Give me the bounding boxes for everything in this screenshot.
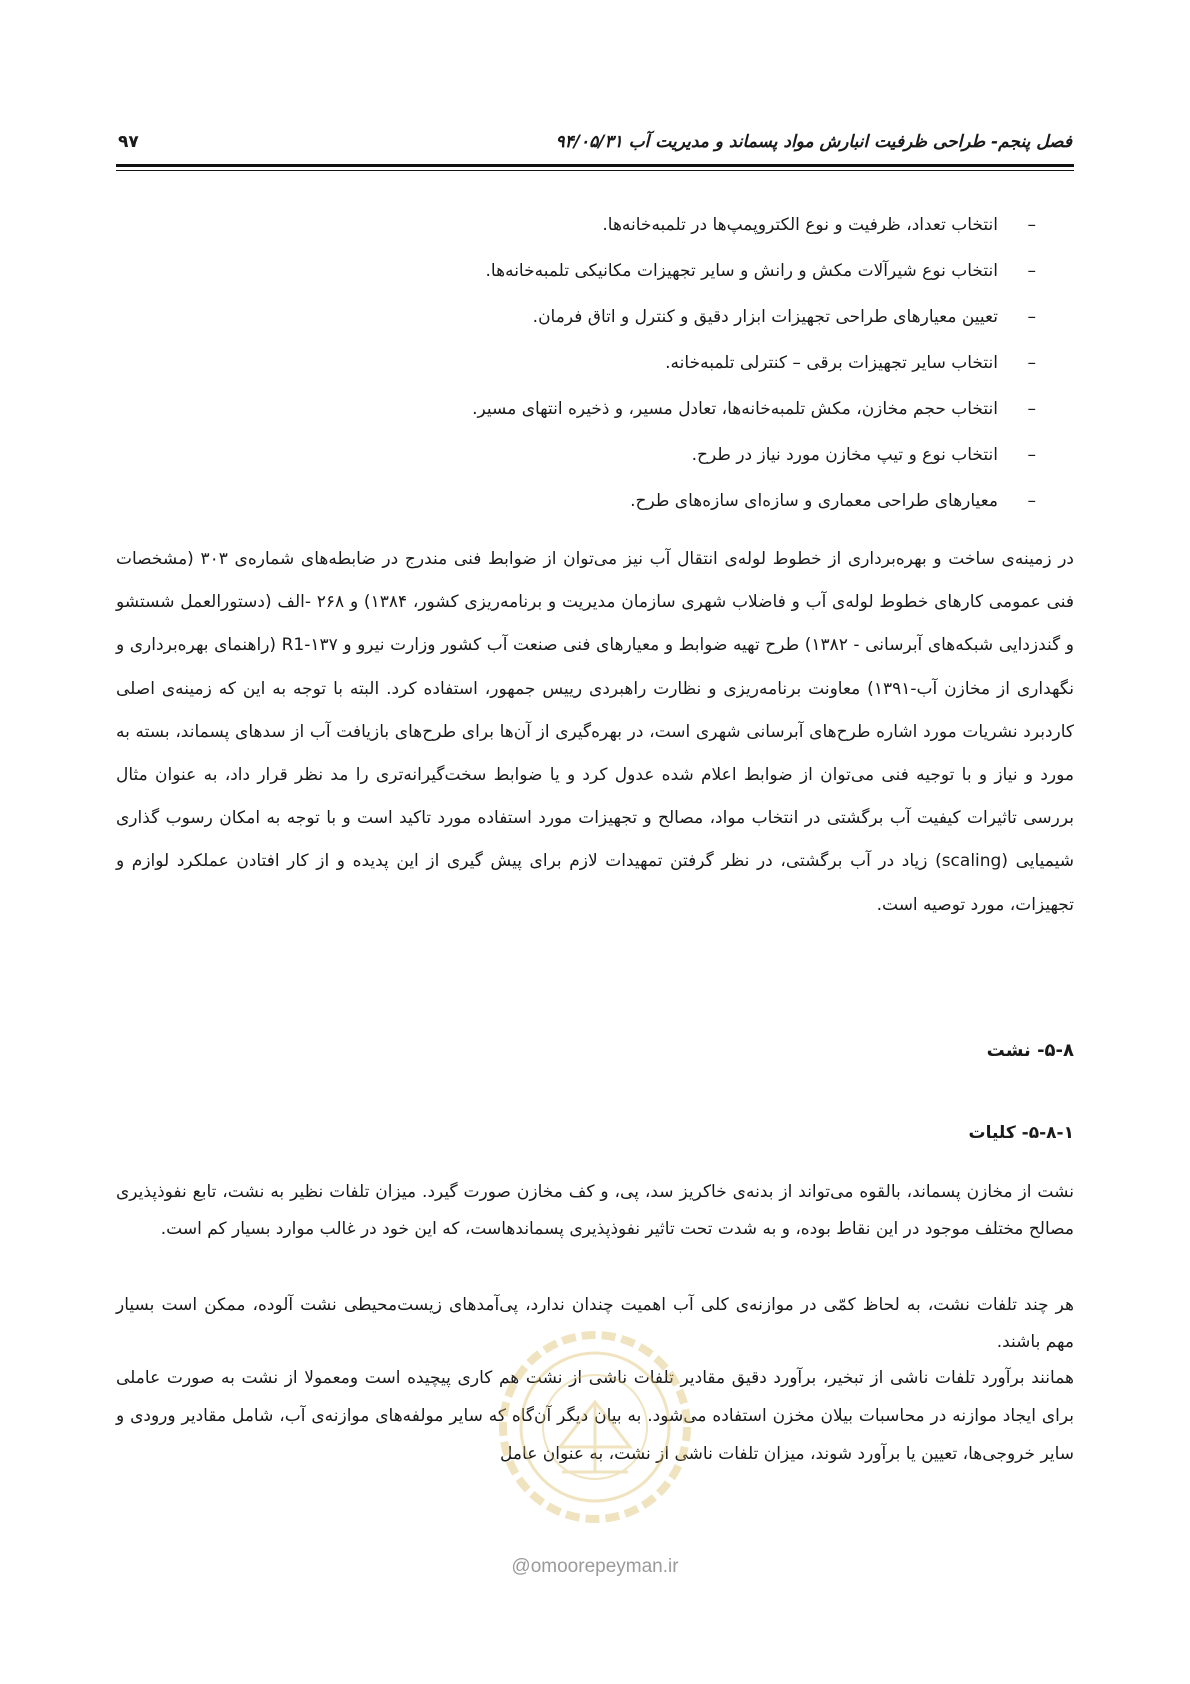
list-item: –انتخاب تعداد، ظرفیت و نوع الکتروپمپ‌ها در تلمبه‌خانه‌ها. bbox=[156, 212, 1036, 258]
bullet-dash: – bbox=[1027, 261, 1036, 281]
paragraph-seepage-intro: نشت از مخازن پسماند، بالقوه می‌تواند از بدنه‌ی خاکریز سد، پی، و کف مخازن صورت گیرد. میزان تلفات نظیر به نشت، تابع نفوذپذیری مصالح مختلف موجود در این نقاط بوده، و به شدت تحت تاثیر نفوذپذیری پسماندهاست، که این خود در غالب موارد بسیار کم است. bbox=[116, 1182, 1074, 1239]
bullet-dash: – bbox=[1027, 491, 1036, 511]
header-rule-thin bbox=[116, 170, 1074, 171]
watermark-caption: @omoorepeyman.ir bbox=[511, 1556, 679, 1577]
bullet-dash: – bbox=[1027, 307, 1036, 327]
list-item: –انتخاب نوع شیرآلات مکش و رانش و سایر تجهیزات مکانیکی تلمبه‌خانه‌ها. bbox=[156, 258, 1036, 304]
paragraph-seepage-estimation: همانند برآورد تلفات ناشی از تبخیر، برآورد دقیق مقادیر تلفات ناشی از نشت هم کاری پیچیده است ومعمولا از نشت به صورت عاملی برای ایجاد موازنه در محاسبات بیلان مخزن استفاده می‌شود. به بیان دیگر آن‌گاه که سایر مولفه‌های موازنه‌ی آب، شامل مقادیر ورودی و سایر خروجی‌ها، تعیین یا برآورد شوند، میزان تلفات ناشی از نشت، به عنوان عامل bbox=[116, 1368, 1074, 1464]
paragraph-seepage-environment: هر چند تلفات نشت، به لحاظ کمّی در موازنه‌ی کلی آب اهمیت چندان ندارد، پی‌آمدهای زیست‌محیطی نشت آلوده، ممکن است بسیار مهم باشند. bbox=[116, 1295, 1074, 1352]
header-rule-thick bbox=[116, 164, 1074, 167]
subsection-heading: ۵-۸-۱- کلیات bbox=[968, 1123, 1074, 1143]
list-item: –تعیین معیارهای طراحی تجهیزات ابزار دقیق و کنترل و اتاق فرمان. bbox=[156, 304, 1036, 350]
page-number: ۹۷ bbox=[118, 132, 139, 152]
chapter-title: فصل پنجم- طراحی ظرفیت انبارش مواد پسماند و مدیریت آب ۹۴/۰۵/۳۱ bbox=[555, 132, 1072, 152]
bullet-dash: – bbox=[1027, 215, 1036, 235]
bullet-dash: – bbox=[1027, 353, 1036, 373]
list-item: –معیارهای طراحی معماری و سازه‌ای سازه‌های طرح. bbox=[156, 488, 1036, 534]
bullet-list bbox=[156, 212, 1036, 534]
list-item: –انتخاب سایر تجهیزات برقی – کنترلی تلمبه‌خانه. bbox=[156, 350, 1036, 396]
bullet-dash: – bbox=[1027, 445, 1036, 465]
watermark-seal-icon bbox=[490, 1322, 700, 1532]
list-item: –انتخاب حجم مخازن، مکش تلمبه‌خانه‌ها، تعادل مسیر، و ذخیره انتهای مسیر. bbox=[156, 396, 1036, 442]
list-item: –انتخاب نوع و تیپ مخازن مورد نیاز در طرح. bbox=[156, 442, 1036, 488]
bullet-dash: – bbox=[1027, 399, 1036, 419]
section-heading: ۵-۸- نشت bbox=[986, 1040, 1074, 1061]
paragraph-pipeline-standards: در زمینه‌ی ساخت و بهره‌برداری از خطوط لوله‌ی انتقال آب نیز می‌توان از ضوابط فنی مندرج در ضابطه‌های شماره‌ی ۳۰۳ (مشخصات فنی عمومی کارهای خطوط لوله‌ی آب و فاضلاب شهری سازمان مدیریت و برنامه‌ریزی کشور، ۱۳۸۴) و ۲۶۸ -الف (دستورالعمل شستشو و گندزدایی شبکه‌های آبرسانی - ۱۳۸۲) طرح تهیه ضوابط و معیارهای فنی صنعت آب کشور وزارت نیرو و ۱۳۷-R1 (راهنمای بهره‌برداری و نگهداری از مخازن آب-۱۳۹۱) معاونت برنامه‌ریزی و نظارت راهبردی رییس جمهور، استفاده کرد. البته با توجه به این که زمینه‌ی اصلی کاردبرد نشریات مورد اشاره طرح‌های آبرسانی شهری است، در بهره‌گیری از آن‌ها برای طرح‌های بازیافت آب از سدهای پسماند، بسته به مورد و نیاز و با توجیه فنی می‌توان از ضوابط اعلام شده عدول کرد و یا ضوابط سخت‌گیرانه‌تری را مد نظر قرار داد، به عنوان مثال بررسی تاثیرات کیفیت آب برگشتی در انتخاب مواد، مصالح و تجهیزات مورد استفاده مورد تاکید است و با توجه به امکان رسوب گذاری شیمیایی (scaling) زیاد در آب برگشتی، در نظر گرفتن تمهیدات لازم برای پیش گیری از این پدیده و از کار افتادن عملکرد لوازم و تجهیزات، مورد توصیه است. bbox=[116, 549, 1075, 915]
running-header bbox=[118, 128, 1072, 162]
